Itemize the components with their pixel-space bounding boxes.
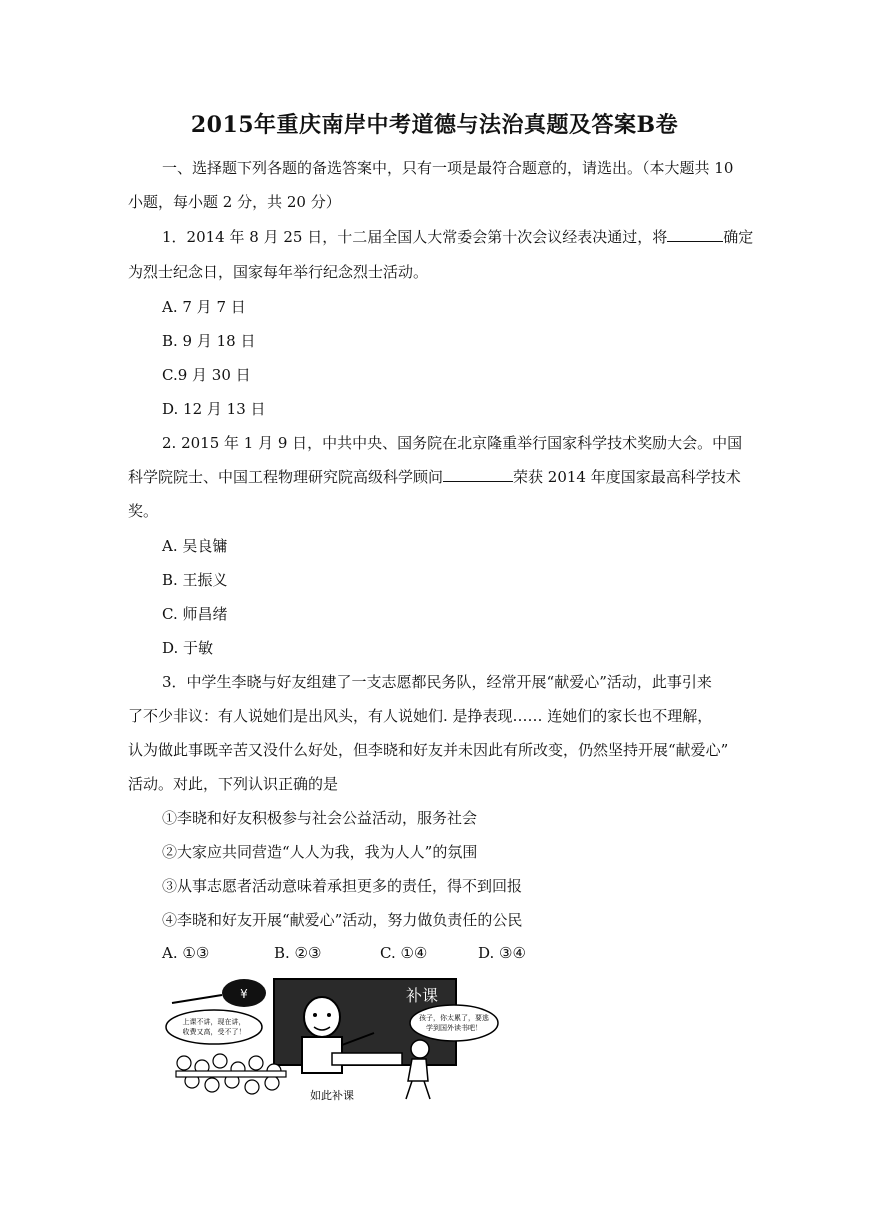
cartoon-caption: 如此补课 xyxy=(310,1089,354,1102)
statement-4: ④李晓和好友开展“献爱心”活动，努力做负责任的公民 xyxy=(162,911,523,929)
question-2-option-d: D. 于敏 xyxy=(162,639,214,657)
svg-text:收费又高，受不了！: 收费又高，受不了！ xyxy=(182,1028,246,1036)
question-1-line2: 为烈士纪念日，国家每年举行纪念烈士活动。 xyxy=(128,263,429,281)
question-2-line3: 奖。 xyxy=(128,502,159,520)
answer-blank xyxy=(443,467,513,482)
question-2-option-a: A. 吴良镛 xyxy=(162,537,228,555)
question-1-line1 xyxy=(162,227,753,247)
svg-text:¥: ¥ xyxy=(240,987,248,1001)
question-2-text-a: 科学院院士、中国工程物理研究院高级科学顾问 xyxy=(128,468,444,486)
svg-text:孩子，你太累了，要逃: 孩子，你太累了，要逃 xyxy=(419,1014,489,1022)
svg-text:上课不讲，现在讲，: 上课不讲，现在讲， xyxy=(182,1018,246,1026)
question-1-text-a: 1．2014 年 8 月 25 日，十二届全国人大常委会第十次会议经表决通过，将 xyxy=(162,228,668,246)
section-instruction-line2: 小题，每小题 2 分，共 20 分） xyxy=(128,193,341,211)
students-crowd xyxy=(176,1054,286,1094)
question-3-line1: 3．中学生李晓与好友组建了一支志愿都民务队，经常开展“献爱心”活动，此事引来 xyxy=(162,673,712,691)
question-3-option-b: B. ②③ xyxy=(274,944,322,962)
question-3-line4: 活动。对此，下列认识正确的是 xyxy=(128,775,339,793)
cartoon-illustration xyxy=(162,975,502,1105)
statement-2: ②大家应共同营造“人人为我，我为人人”的氛围 xyxy=(162,843,478,861)
statement-3: ③从事志愿者活动意味着承担更多的责任，得不到回报 xyxy=(162,877,523,895)
speech-bubble-left xyxy=(166,1010,262,1044)
question-3-line3: 认为做此事既辛苦又没什么好处，但李晓和好友并未因此有所改变，仍然坚持开展“献爱心” xyxy=(128,741,729,759)
question-1-option-d: D. 12 月 13 日 xyxy=(162,400,266,418)
question-2-option-b: B. 王振义 xyxy=(162,571,228,589)
section-instruction-line1: 一、选择题下列各题的备选答案中，只有一项是最符合题意的，请选出。（本大题共 10 xyxy=(162,159,734,177)
question-1-option-c: C.9 月 30 日 xyxy=(162,366,251,384)
question-2-text-b: 荣获 2014 年度国家最高科学技术 xyxy=(513,468,741,486)
question-1-option-a: A. 7 月 7 日 xyxy=(162,298,246,316)
question-3-option-a: A. ①③ xyxy=(162,944,210,962)
question-2-option-c: C. 师昌绪 xyxy=(162,605,228,623)
answer-blank xyxy=(667,227,723,242)
question-1-text-b: 确定 xyxy=(723,228,754,246)
teacher-head xyxy=(304,997,340,1037)
page-title: 2015年重庆南岸中考道德与法治真题及答案B卷 xyxy=(190,112,679,138)
cartoon-sign: 补课 xyxy=(405,986,439,1005)
statement-1: ①李晓和好友积极参与社会公益活动，服务社会 xyxy=(162,809,478,827)
question-2-line2 xyxy=(128,467,741,487)
question-1-option-b: B. 9 月 18 日 xyxy=(162,332,256,350)
question-3-line2: 了不少非议：有人说她们是出风头，有人说她们. 是挣表现…… 连她们的家长也不理解， xyxy=(128,707,713,725)
question-3-option-c: C. ①④ xyxy=(380,944,428,962)
question-3-options xyxy=(162,943,526,963)
speech-bubble-right xyxy=(410,1005,498,1041)
question-3-option-d: D. ③④ xyxy=(478,944,526,962)
svg-text:学到国外读书吧！: 学到国外读书吧！ xyxy=(426,1024,482,1032)
question-2-line1: 2. 2015 年 1 月 9 日，中共中央、国务院在北京隆重举行国家科学技术奖励大会。中国 xyxy=(162,434,743,452)
